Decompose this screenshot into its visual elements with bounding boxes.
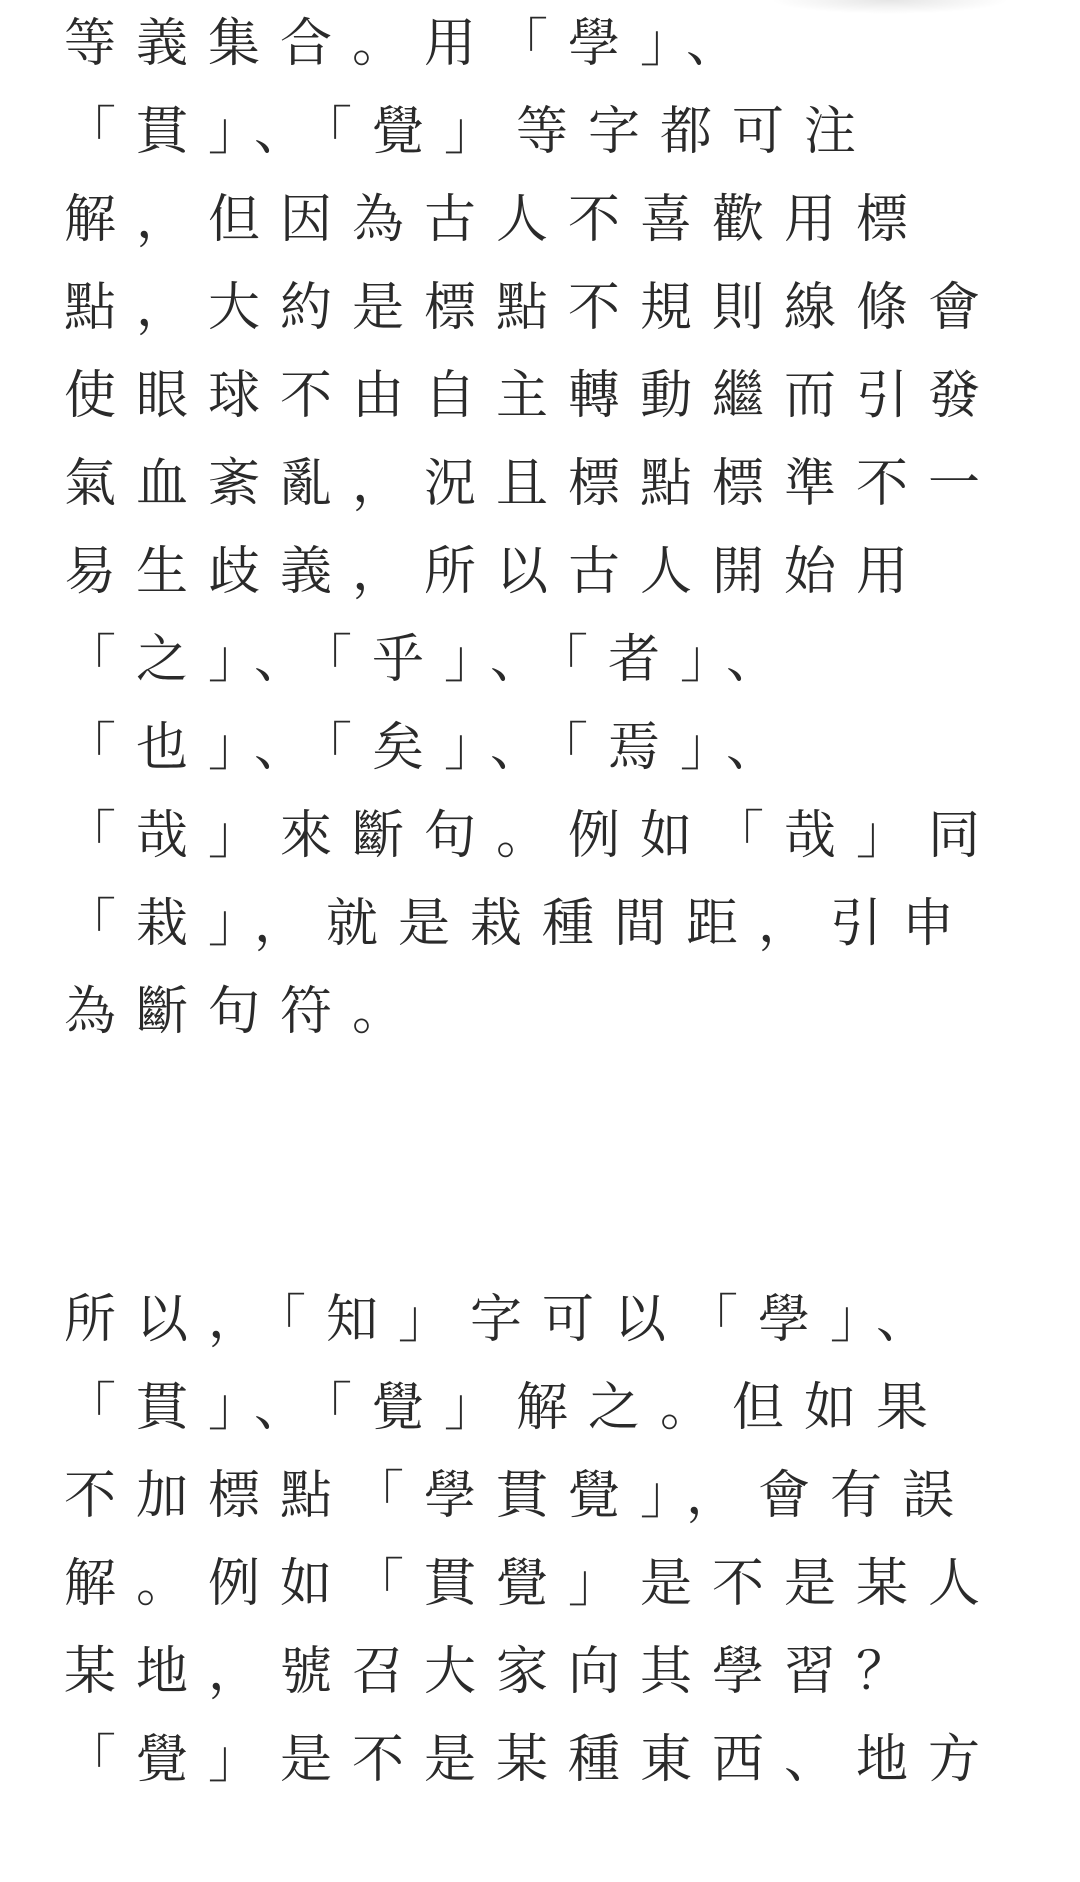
text-line: 為斷句符。 xyxy=(64,982,425,1042)
text-line: 點，大約是標點不規則線條會 xyxy=(64,278,1001,338)
text-line: 等義集合。用「學」、 xyxy=(64,14,759,74)
text-line: 解。例如「貫覺」是不是某人 xyxy=(64,1554,1001,1614)
text-line: 「貫」、「覺」解之。但如果 xyxy=(64,1378,949,1438)
paragraph-1 xyxy=(64,0,1001,1056)
text-line: 「貫」、「覺」等字都可注 xyxy=(64,102,877,162)
paragraph-2 xyxy=(64,1276,1001,1804)
text-line: 使眼球不由自主轉動繼而引發 xyxy=(64,366,1001,426)
text-line: 所以，「知」字可以「學」、 xyxy=(64,1290,949,1350)
text-line: 某地，號召大家向其學習？ xyxy=(64,1642,929,1702)
text-line: 「之」、「乎」、「者」、 xyxy=(64,630,799,690)
text-line: 「也」、「矣」、「焉」、 xyxy=(64,718,799,778)
text-line: 不加標點「學貫覺」，會有誤 xyxy=(64,1466,975,1526)
text-line: 易生歧義，所以古人開始用 xyxy=(64,542,929,602)
text-line: 「栽」，就是栽種間距，引申 xyxy=(64,894,975,954)
text-line: 氣血紊亂，況且標點標準不一 xyxy=(64,454,1001,514)
text-line: 「覺」是不是某種東西、地方 xyxy=(64,1730,1001,1790)
text-line: 「哉」來斷句。例如「哉」同 xyxy=(64,806,1001,866)
text-line: 解，但因為古人不喜歡用標 xyxy=(64,190,929,250)
